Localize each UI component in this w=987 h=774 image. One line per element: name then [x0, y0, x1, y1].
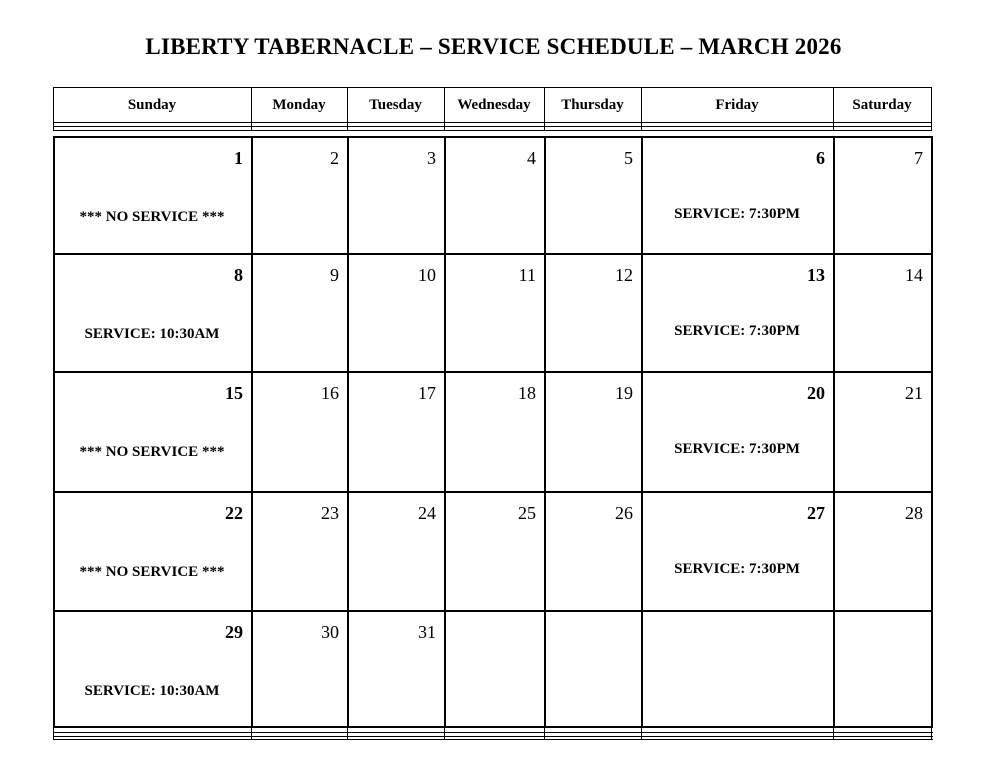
day-column-divider	[251, 136, 253, 728]
day-number: 7	[914, 148, 923, 168]
header-column-divider	[931, 87, 932, 131]
footer-column-divider	[931, 726, 932, 740]
day-number: 12	[615, 265, 633, 285]
day-number: 5	[624, 148, 633, 168]
sunday-service-note: SERVICE: 10:30AM	[84, 326, 220, 342]
day-number: 11	[518, 265, 536, 285]
weekday-header: Monday	[272, 97, 326, 113]
day-number: 14	[905, 265, 923, 285]
footer-column-divider	[544, 726, 545, 740]
header-border-bottom	[53, 130, 932, 131]
day-number: 30	[321, 622, 339, 642]
day-column-divider	[347, 136, 349, 728]
day-number: 8	[234, 265, 243, 285]
weekday-header: Thursday	[561, 97, 624, 113]
header-column-divider	[347, 87, 348, 131]
day-number: 15	[225, 383, 243, 403]
day-number: 6	[816, 148, 825, 168]
week-row-divider	[53, 253, 933, 255]
week-row-divider	[53, 491, 933, 493]
weekday-header: Sunday	[127, 97, 177, 113]
header-column-divider	[444, 87, 445, 131]
day-number: 17	[418, 383, 436, 403]
day-column-divider	[444, 136, 446, 728]
header-column-divider	[53, 87, 54, 131]
day-number: 19	[615, 383, 633, 403]
day-number: 26	[615, 503, 633, 523]
friday-service-note: SERVICE: 7:30PM	[674, 561, 800, 577]
header-column-divider	[251, 87, 252, 131]
grid-border-bottom	[53, 739, 933, 740]
day-number: 31	[418, 622, 436, 642]
weekday-header: Tuesday	[369, 97, 422, 113]
sunday-service-note: *** NO SERVICE ***	[79, 444, 225, 460]
day-number: 23	[321, 503, 339, 523]
day-number: 3	[427, 148, 436, 168]
header-border-bottom	[53, 122, 932, 123]
footer-column-divider	[53, 726, 54, 740]
footer-column-divider	[833, 726, 834, 740]
footer-column-divider	[641, 726, 642, 740]
grid-border-bottom	[53, 732, 933, 733]
day-number: 29	[225, 622, 243, 642]
day-number: 28	[905, 503, 923, 523]
friday-service-note: SERVICE: 7:30PM	[674, 206, 800, 222]
footer-column-divider	[251, 726, 252, 740]
week-row-divider	[53, 371, 933, 373]
weekday-header: Friday	[715, 97, 759, 113]
grid-border-top	[53, 136, 933, 138]
weekday-header: Wednesday	[457, 97, 531, 113]
sunday-service-note: *** NO SERVICE ***	[79, 209, 225, 225]
footer-column-divider	[347, 726, 348, 740]
grid-border-bottom	[53, 736, 933, 737]
day-number: 21	[905, 383, 923, 403]
footer-column-divider	[444, 726, 445, 740]
sunday-service-note: SERVICE: 10:30AM	[84, 683, 220, 699]
day-column-divider	[641, 136, 643, 728]
week-row-divider	[53, 610, 933, 612]
page-title: LIBERTY TABERNACLE – SERVICE SCHEDULE – MARCH 2026	[145, 34, 842, 59]
day-number: 24	[418, 503, 436, 523]
day-number: 25	[518, 503, 536, 523]
week-row-divider	[53, 726, 933, 728]
header-column-divider	[544, 87, 545, 131]
day-number: 27	[807, 503, 825, 523]
header-column-divider	[641, 87, 642, 131]
day-number: 18	[518, 383, 536, 403]
day-number: 4	[527, 148, 536, 168]
day-number: 20	[807, 383, 825, 403]
day-number: 22	[225, 503, 243, 523]
day-number: 13	[807, 265, 825, 285]
day-column-divider	[833, 136, 835, 728]
day-number: 2	[330, 148, 339, 168]
header-column-divider	[833, 87, 834, 131]
header-border-bottom	[53, 126, 932, 127]
day-number: 1	[234, 148, 243, 168]
day-column-divider	[544, 136, 546, 728]
sunday-service-note: *** NO SERVICE ***	[79, 564, 225, 580]
day-number: 10	[418, 265, 436, 285]
friday-service-note: SERVICE: 7:30PM	[674, 323, 800, 339]
weekday-header: Saturday	[852, 97, 912, 113]
day-number: 9	[330, 265, 339, 285]
day-column-divider	[931, 136, 933, 728]
friday-service-note: SERVICE: 7:30PM	[674, 441, 800, 457]
day-number: 16	[321, 383, 339, 403]
